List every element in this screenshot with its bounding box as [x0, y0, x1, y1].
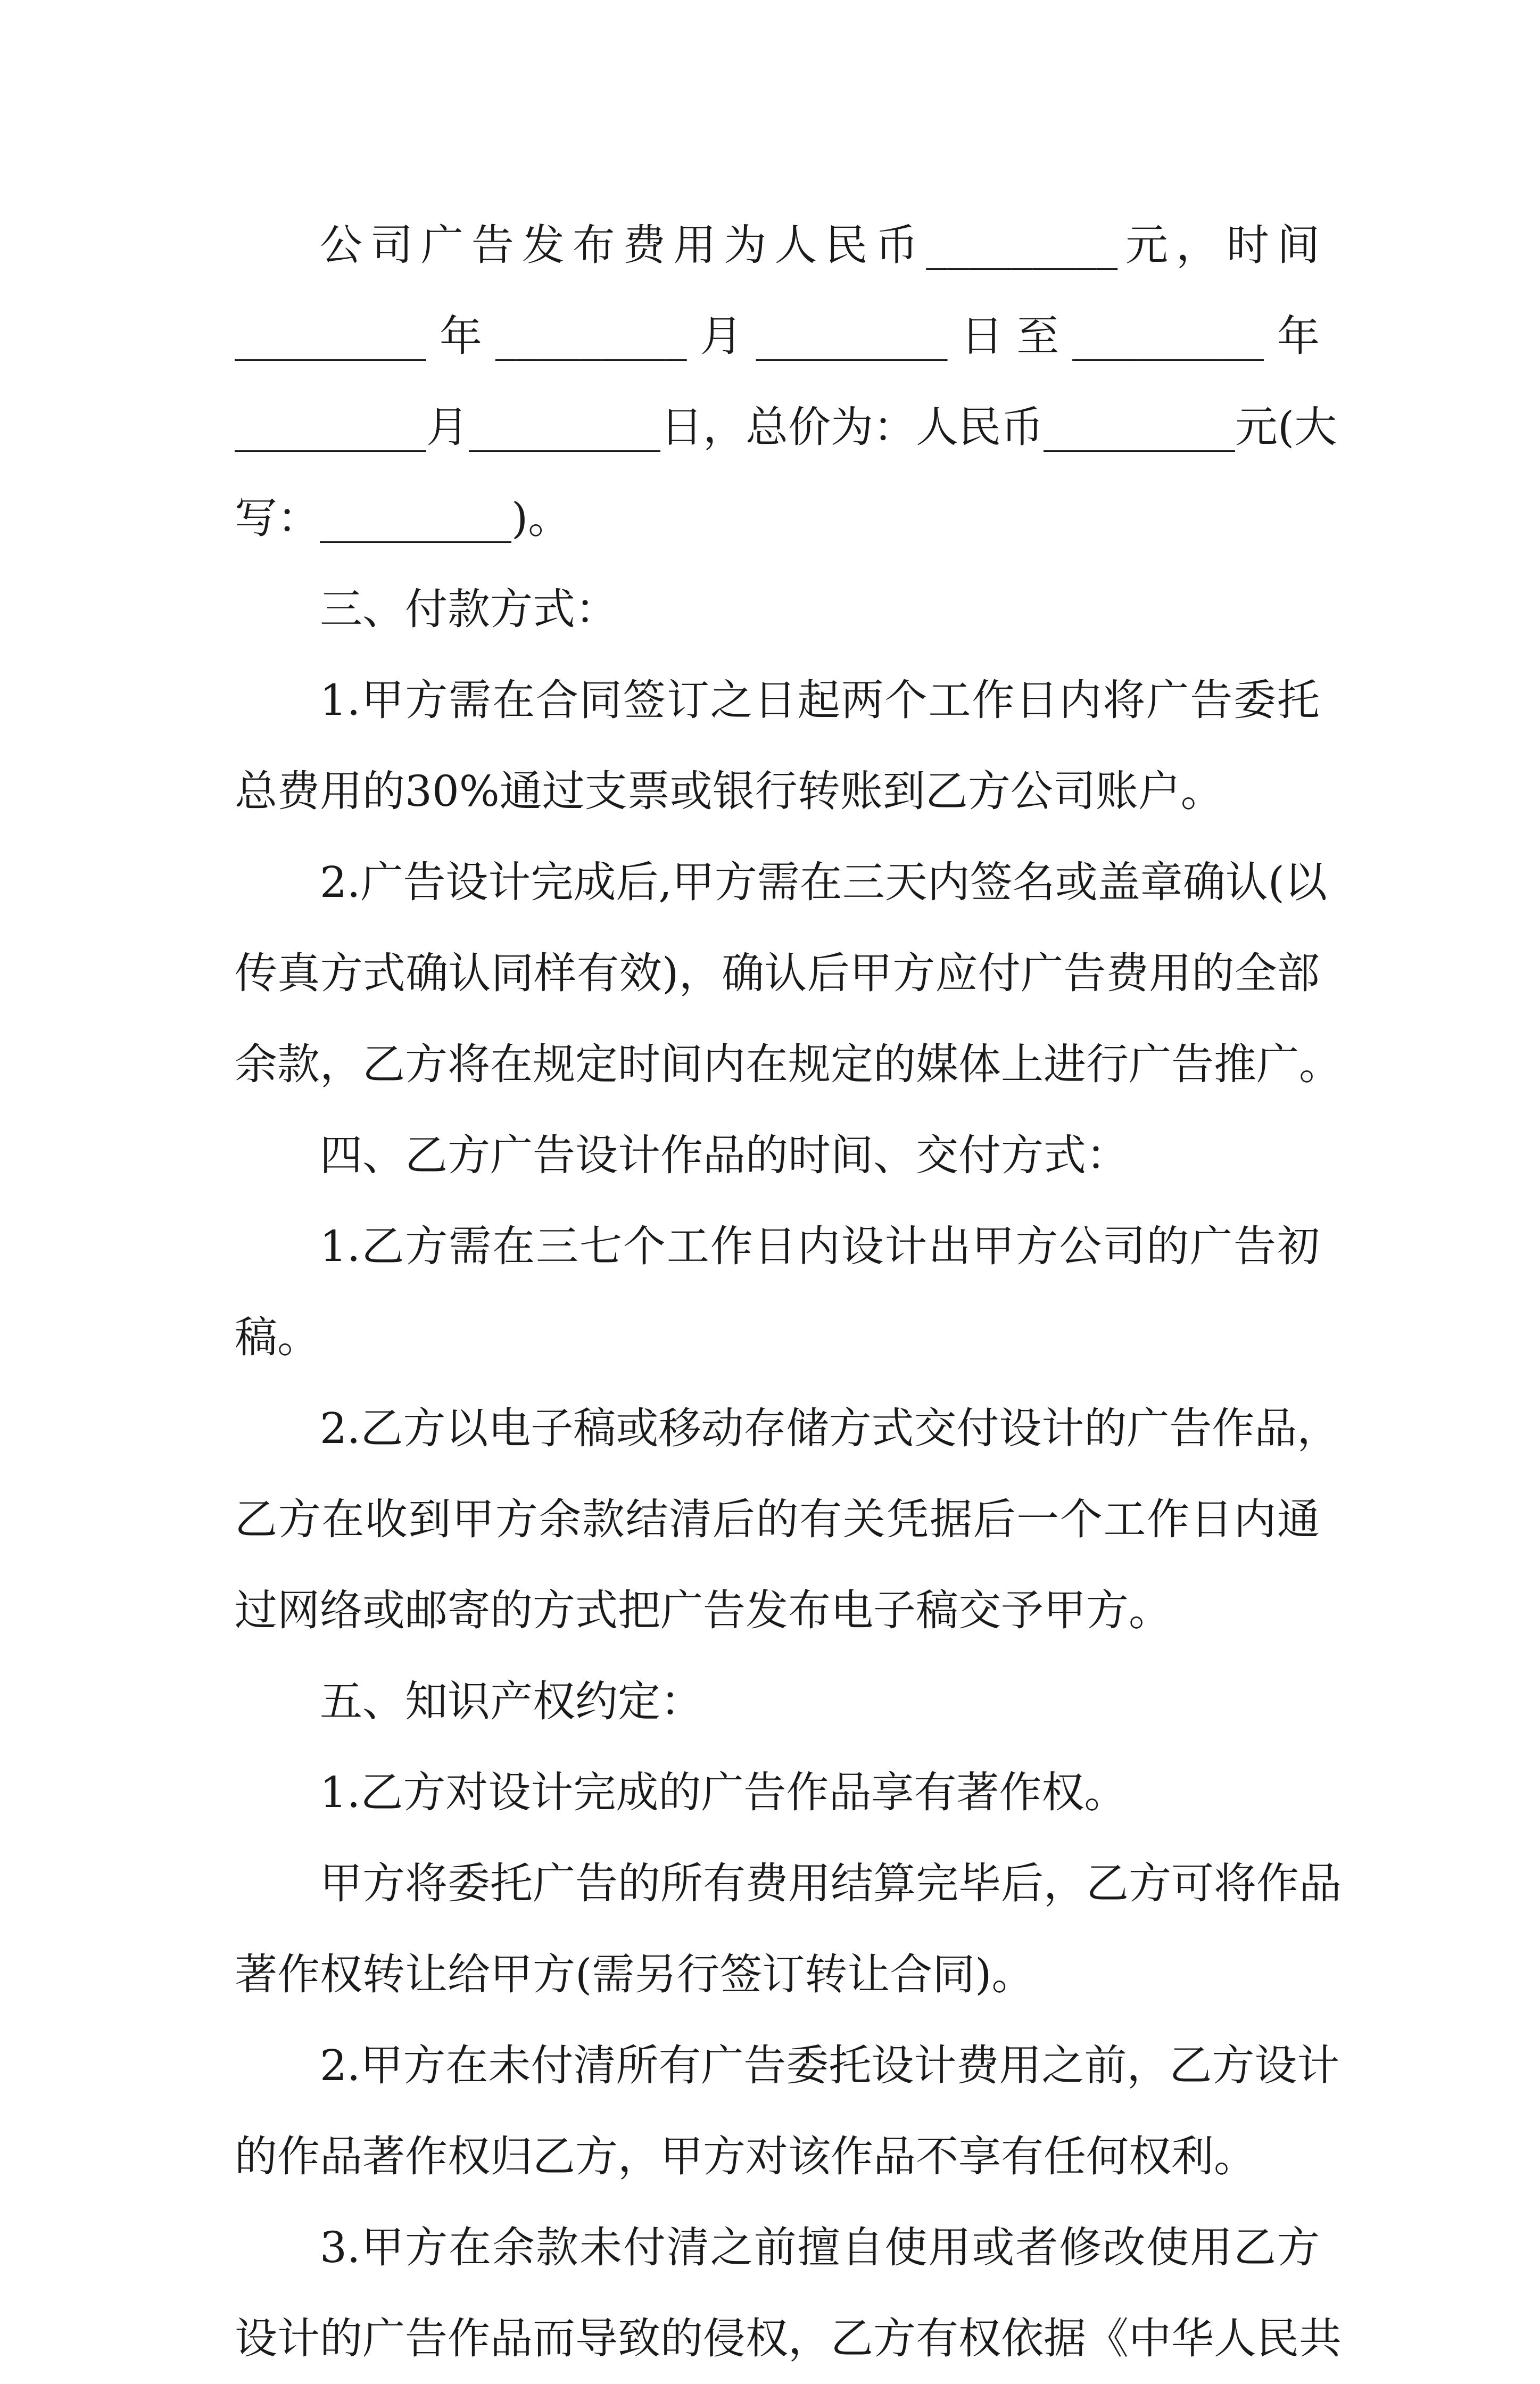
line-date-range: _________年_________月_________日至_________年	[235, 311, 1320, 361]
heading-delivery: 四、乙方广告设计作品的时间、交付方式：	[320, 1131, 1129, 1180]
line-delivery-1a: 1.乙方需在三七个工作日内设计出甲方公司的广告初	[320, 1222, 1320, 1271]
line-fee-clause: 公司广告发布费用为人民币_________元，时间	[320, 220, 1320, 270]
line-ip-transfer-b: 著作权转让给甲方(需另行签订转让合同)。	[235, 1950, 1034, 1999]
heading-ip: 五、知识产权约定：	[320, 1677, 703, 1726]
heading-payment-method: 三、付款方式：	[320, 584, 618, 634]
line-payment-1a: 1.甲方需在合同签订之日起两个工作日内将广告委托	[320, 675, 1320, 725]
line-delivery-2b: 乙方在收到甲方余款结清后的有关凭据后一个工作日内通	[235, 1495, 1320, 1544]
line-payment-1b: 总费用的30%通过支票或银行转账到乙方公司账户。	[235, 766, 1223, 816]
line-delivery-1b: 稿。	[235, 1313, 320, 1362]
line-ip-2a: 2.甲方在未付清所有广告委托设计费用之前，乙方设计	[320, 2041, 1340, 2090]
line-total-price: _________月_________日，总价为：人民币_________元(大	[235, 402, 1337, 452]
line-total-price-capital: 写：_________)。	[235, 493, 571, 543]
line-payment-2b: 传真方式确认同样有效)，确认后甲方应付广告费用的全部	[235, 948, 1320, 998]
line-payment-2a: 2.广告设计完成后,甲方需在三天内签名或盖章确认(以	[320, 857, 1327, 907]
line-delivery-2c: 过网络或邮寄的方式把广告发布电子稿交予甲方。	[235, 1586, 1171, 1635]
line-delivery-2a: 2.乙方以电子稿或移动存储方式交付设计的广告作品，	[320, 1404, 1340, 1453]
contract-body	[235, 200, 1342, 2384]
line-ip-3b: 设计的广告作品而导致的侵权，乙方有权依据《中华人民共	[235, 2314, 1342, 2363]
line-payment-2c: 余款，乙方将在规定时间内在规定的媒体上进行广告推广。	[235, 1040, 1342, 1089]
line-ip-1: 1.乙方对设计完成的广告作品享有著作权。	[320, 1768, 1127, 1817]
line-ip-2b: 的作品著作权归乙方，甲方对该作品不享有任何权利。	[235, 2132, 1256, 2181]
line-ip-transfer-a: 甲方将委托广告的所有费用结算完毕后，乙方可将作品	[320, 1859, 1342, 1908]
line-ip-3a: 3.甲方在余款未付清之前擅自使用或者修改使用乙方	[320, 2223, 1320, 2272]
